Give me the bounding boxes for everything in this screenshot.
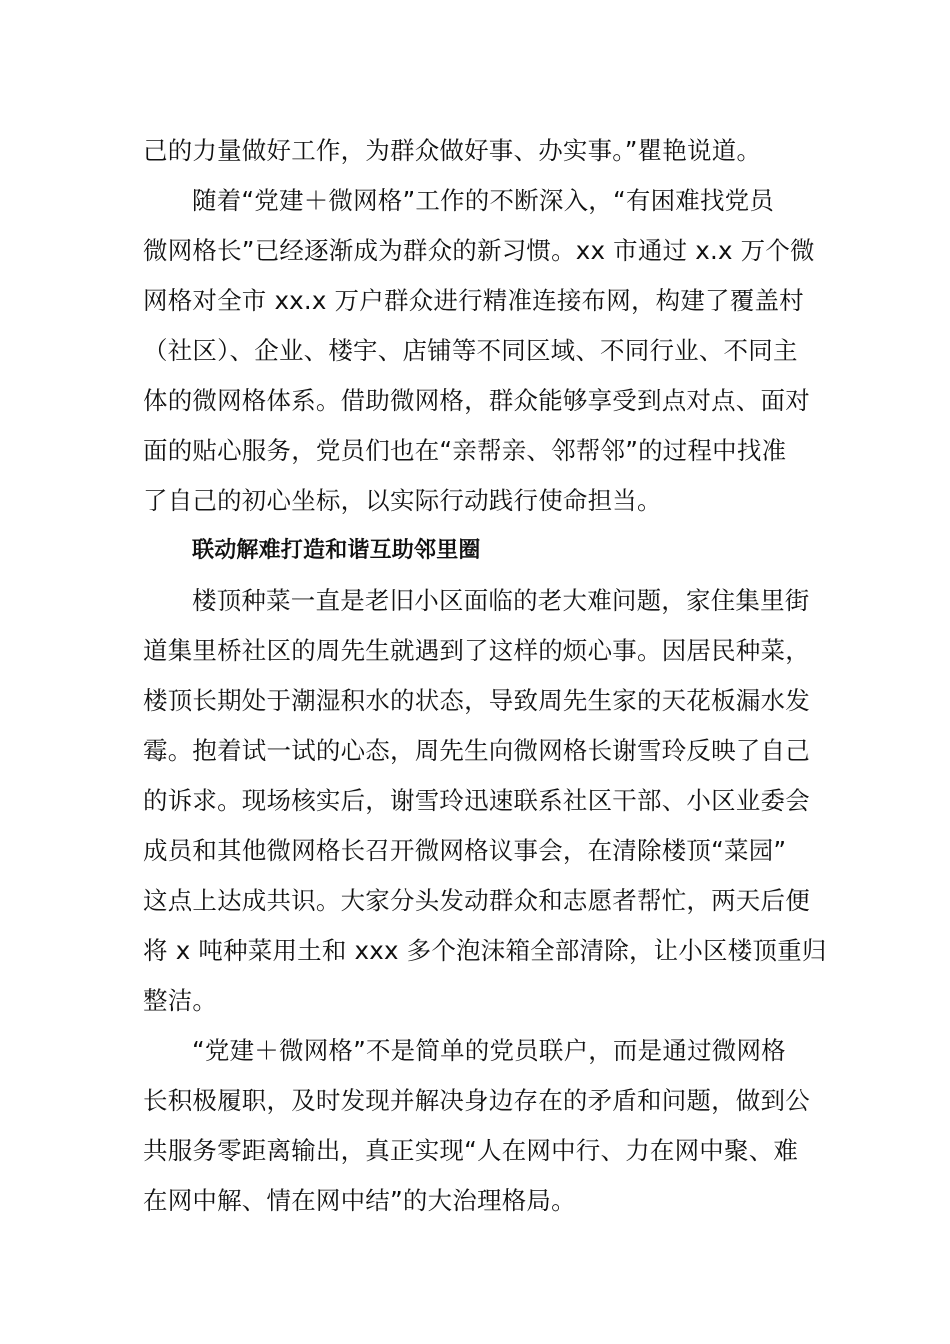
paragraph-rooftop-case (143, 576, 827, 1026)
text-line: （社区）、企业、楼宇、店铺等不同区域、不同行业、不同主 (143, 336, 798, 365)
text-line: 体的微网格体系。借助微网格，群众能够享受到点对点、面对 (143, 386, 810, 415)
text-line: 随着“党建＋微网格”工作的不断深入，“有困难找党员 (192, 186, 775, 215)
text-line: 共服务零距离输出，真正实现“人在网中行、力在网中聚、难 (143, 1136, 799, 1165)
text-line: 的诉求。现场核实后，谢雪玲迅速联系社区干部、小区业委会 (143, 786, 810, 815)
text-line: 在网中解、情在网中结”的大治理格局。 (143, 1186, 576, 1215)
text-line: “党建＋微网格”不是简单的党员联户，而是通过微网格 (192, 1036, 786, 1065)
text-line: 长积极履职，及时发现并解决身边存在的矛盾和问题，做到公 (143, 1086, 810, 1115)
text-line: 己的力量做好工作，为群众做好事、办实事。”瞿艳说道。 (143, 136, 762, 165)
document-body (143, 126, 827, 1226)
text-line: 网格对全市 xx.x 万户群众进行精准连接布网，构建了覆盖村 (143, 286, 804, 315)
paragraph-continuation (143, 126, 805, 176)
text-line: 了自己的初心坐标，以实际行动践行使命担当。 (143, 486, 662, 515)
text-line: 将 x 吨种菜用土和 xxx 多个泡沫箱全部清除，让小区楼顶重归 (143, 936, 827, 965)
text-line: 面的贴心服务，党员们也在“亲帮亲、邻帮邻”的过程中找准 (143, 436, 787, 465)
section-heading: 联动解难打造和谐互助邻里圈 (192, 538, 481, 563)
text-line: 霉。抱着试一试的心态，周先生向微网格长谢雪玲反映了自己 (143, 736, 810, 765)
text-line: 整洁。 (143, 986, 218, 1015)
paragraph-governance (143, 1026, 810, 1226)
text-line: 这点上达成共识。大家分头发动群众和志愿者帮忙，两天后便 (143, 886, 810, 915)
text-line: 楼顶长期处于潮湿积水的状态，导致周先生家的天花板漏水发 (143, 686, 810, 715)
text-line: 成员和其他微网格长召开微网格议事会，在清除楼顶“菜园” (143, 836, 787, 865)
text-line: 微网格长”已经逐渐成为群众的新习惯。xx 市通过 x.x 万个微 (143, 236, 815, 265)
paragraph-network-habit (143, 176, 815, 526)
text-line: 道集里桥社区的周先生就遇到了这样的烦心事。因居民种菜， (143, 636, 810, 665)
text-line: 楼顶种菜一直是老旧小区面临的老大难问题，家住集里街 (192, 586, 810, 615)
